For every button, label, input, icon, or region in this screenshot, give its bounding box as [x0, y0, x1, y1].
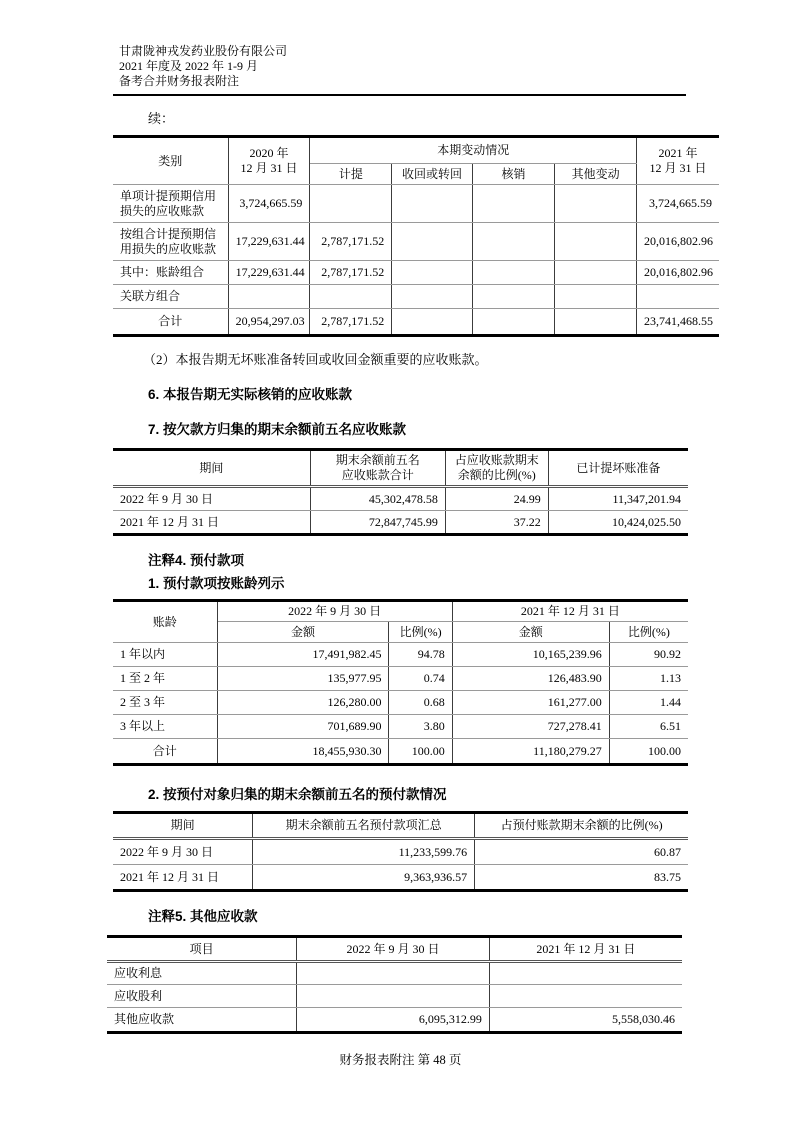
company-name-line: 甘肃陇神戎发药业股份有限公司: [119, 44, 288, 58]
ratio-cell: 60.87: [475, 839, 688, 865]
ratio-cell: 94.78: [389, 643, 452, 667]
amount-cell: 126,280.00: [217, 691, 389, 715]
amount-cell: 2,787,171.52: [310, 261, 392, 285]
row-label: 1 至 2 年: [113, 667, 217, 691]
period-cell: 2021 年 12 月 31 日: [113, 511, 310, 535]
amount-cell: [392, 285, 473, 309]
amount-cell: [310, 185, 392, 223]
table-row: [107, 985, 682, 1008]
amount-cell: [297, 962, 490, 985]
amount-cell: 18,455,930.30: [217, 739, 389, 765]
prepayment-top5-table: [113, 811, 688, 892]
table-row: [113, 285, 719, 309]
table-row: [113, 487, 688, 511]
amount-cell: [392, 223, 473, 261]
continued-label: 续：: [148, 111, 175, 126]
amount-cell: 23,741,468.55: [637, 309, 719, 336]
header-cell-recover: 收回或转回: [392, 164, 473, 185]
header-2021-line1: 2021 年: [658, 146, 698, 160]
period-cell: 2022 年 9 月 30 日: [113, 487, 310, 511]
header-cell-2022: 2022 年 9 月 30 日: [217, 601, 452, 622]
header-cell-sum: 期末余额前五名预付款项汇总: [253, 813, 475, 839]
table-row: [113, 185, 719, 223]
header-2020-line1: 2020 年: [249, 146, 289, 160]
amount-cell: 9,363,936.57: [253, 865, 475, 891]
provision-change-table: [113, 135, 719, 337]
amount-cell: 11,233,599.76: [253, 839, 475, 865]
ratio-cell: 24.99: [445, 487, 548, 511]
amount-cell: 20,954,297.03: [228, 309, 310, 336]
amount-cell: 10,165,239.96: [452, 643, 609, 667]
header-cell-ratio: 占预付账款期末余额的比例(%): [475, 813, 688, 839]
amount-cell: 11,347,201.94: [548, 487, 688, 511]
table-row: [113, 715, 688, 739]
amount-cell: 135,977.95: [217, 667, 389, 691]
row-label: 合计: [113, 739, 217, 765]
table-row: [113, 643, 688, 667]
amount-cell: [472, 261, 554, 285]
header-cell-category: 类别: [113, 137, 228, 185]
row-label: 应收利息: [107, 962, 297, 985]
doc-type-line: 备考合并财务报表附注: [119, 74, 240, 88]
amount-cell: 11,180,279.27: [452, 739, 609, 765]
row-label: 合计: [113, 309, 228, 336]
total-row: [113, 739, 688, 765]
note5-title: 注释5. 其他应收款: [148, 909, 258, 924]
header-cell-2021: [637, 137, 719, 185]
ratio-cell: 6.51: [609, 715, 688, 739]
top5-receivables-table: [113, 448, 688, 536]
header-cell-accrual: 计提: [310, 164, 392, 185]
header-2021-line2: 12 月 31 日: [649, 161, 707, 175]
amount-cell: [472, 223, 554, 261]
amount-cell: 161,277.00: [452, 691, 609, 715]
header-cell-ratio: [445, 450, 548, 487]
amount-cell: [392, 309, 473, 336]
amount-cell: 17,229,631.44: [228, 261, 310, 285]
prepayment-aging-table: [113, 599, 688, 766]
header-ratio-line2: 余额的比例(%): [457, 468, 536, 482]
ratio-cell: 0.74: [389, 667, 452, 691]
header-cell-writeoff: 核销: [472, 164, 554, 185]
amount-cell: [310, 285, 392, 309]
header-cell-ratio-2021: 比例(%): [609, 622, 688, 643]
footer-page-label: 财务报表附注 第 48 页: [339, 1053, 462, 1067]
table-row: [107, 1008, 682, 1033]
row-label: 1 年以内: [113, 643, 217, 667]
amount-cell: [489, 985, 682, 1008]
amount-cell: 701,689.90: [217, 715, 389, 739]
table-row: [113, 223, 719, 261]
ratio-cell: 100.00: [389, 739, 452, 765]
table-row: [107, 962, 682, 985]
note-paragraph: （2）本报告期无坏账准备转回或收回金额重要的应收账款。: [143, 352, 488, 367]
amount-cell: [637, 285, 719, 309]
header-cell-other: 其他变动: [555, 164, 637, 185]
amount-cell: [392, 185, 473, 223]
row-label: 其他应收款: [107, 1008, 297, 1033]
report-header: [113, 44, 686, 96]
amount-cell: [297, 985, 490, 1008]
section-heading-7: 7. 按欠款方归集的期末余额前五名应收账款: [148, 422, 407, 437]
amount-cell: [555, 223, 637, 261]
section-heading-6: 6. 本报告期无实际核销的应收账款: [148, 387, 353, 402]
header-cell-ratio-2022: 比例(%): [389, 622, 452, 643]
report-period-line: 2021 年度及 2022 年 1-9 月: [119, 59, 258, 73]
note4-subsection-2-heading: 2. 按预付对象归集的期末余额前五名的预付款情况: [148, 787, 447, 802]
row-label: 2 至 3 年: [113, 691, 217, 715]
ratio-cell: 1.13: [609, 667, 688, 691]
header-cell-provision: 已计提坏账准备: [548, 450, 688, 487]
amount-cell: [472, 185, 554, 223]
amount-cell: [472, 309, 554, 336]
amount-cell: 6,095,312.99: [297, 1008, 490, 1033]
header-cell-period: 期间: [113, 450, 310, 487]
amount-cell: [555, 309, 637, 336]
table-row: [113, 691, 688, 715]
row-label: 按组合计提预期信用损失的应收账款: [113, 223, 228, 261]
amount-cell: 3,724,665.59: [228, 185, 310, 223]
period-cell: 2022 年 9 月 30 日: [113, 839, 253, 865]
amount-cell: [472, 285, 554, 309]
amount-cell: 126,483.90: [452, 667, 609, 691]
header-cell-2022: 2022 年 9 月 30 日: [297, 937, 490, 962]
ratio-cell: 3.80: [389, 715, 452, 739]
header-cell-item: 项目: [107, 937, 297, 962]
ratio-cell: 90.92: [609, 643, 688, 667]
ratio-cell: 0.68: [389, 691, 452, 715]
header-cell-change-group: 本期变动情况: [310, 137, 637, 164]
amount-cell: [555, 285, 637, 309]
amount-cell: 2,787,171.52: [310, 309, 392, 336]
table-row: [113, 667, 688, 691]
total-row: [113, 309, 719, 336]
header-2020-line2: 12 月 31 日: [240, 161, 298, 175]
header-top5-line2: 应收账款合计: [341, 468, 414, 482]
header-top5-line1: 期末余额前五名: [335, 453, 420, 467]
table-row: [113, 839, 688, 865]
amount-cell: [555, 185, 637, 223]
header-cell-2020: [228, 137, 310, 185]
ratio-cell: 100.00: [609, 739, 688, 765]
header-cell-amount-2022: 金额: [217, 622, 389, 643]
note4-title: 注释4. 预付款项: [148, 553, 245, 568]
amount-cell: [489, 962, 682, 985]
table-row: [113, 261, 719, 285]
period-cell: 2021 年 12 月 31 日: [113, 865, 253, 891]
row-label: 3 年以上: [113, 715, 217, 739]
amount-cell: 17,229,631.44: [228, 223, 310, 261]
ratio-cell: 1.44: [609, 691, 688, 715]
amount-cell: 3,724,665.59: [637, 185, 719, 223]
header-cell-period: 期间: [113, 813, 253, 839]
header-cell-aging: 账龄: [113, 601, 217, 643]
header-cell-2021: 2021 年 12 月 31 日: [489, 937, 682, 962]
header-ratio-line1: 占应收账款期末: [454, 453, 539, 467]
amount-cell: 2,787,171.52: [310, 223, 392, 261]
ratio-cell: 37.22: [445, 511, 548, 535]
note4-subsection-1-heading: 1. 预付款项按账龄列示: [148, 576, 285, 591]
row-label: 关联方组合: [113, 285, 228, 309]
header-cell-2021: 2021 年 12 月 31 日: [452, 601, 688, 622]
header-cell-amount-2021: 金额: [452, 622, 609, 643]
other-receivables-table: [107, 935, 682, 1034]
ratio-cell: 83.75: [475, 865, 688, 891]
amount-cell: 20,016,802.96: [637, 223, 719, 261]
row-label: 单项计提预期信用损失的应收账款: [113, 185, 228, 223]
header-cell-top5: [310, 450, 445, 487]
amount-cell: 17,491,982.45: [217, 643, 389, 667]
amount-cell: 72,847,745.99: [310, 511, 445, 535]
amount-cell: [228, 285, 310, 309]
table-row: [113, 865, 688, 891]
row-label: 其中：账龄组合: [113, 261, 228, 285]
table-row: [113, 511, 688, 535]
amount-cell: [555, 261, 637, 285]
amount-cell: 20,016,802.96: [637, 261, 719, 285]
row-label: 应收股利: [107, 985, 297, 1008]
amount-cell: 45,302,478.58: [310, 487, 445, 511]
amount-cell: 727,278.41: [452, 715, 609, 739]
amount-cell: 10,424,025.50: [548, 511, 688, 535]
amount-cell: 5,558,030.46: [489, 1008, 682, 1033]
amount-cell: [392, 261, 473, 285]
